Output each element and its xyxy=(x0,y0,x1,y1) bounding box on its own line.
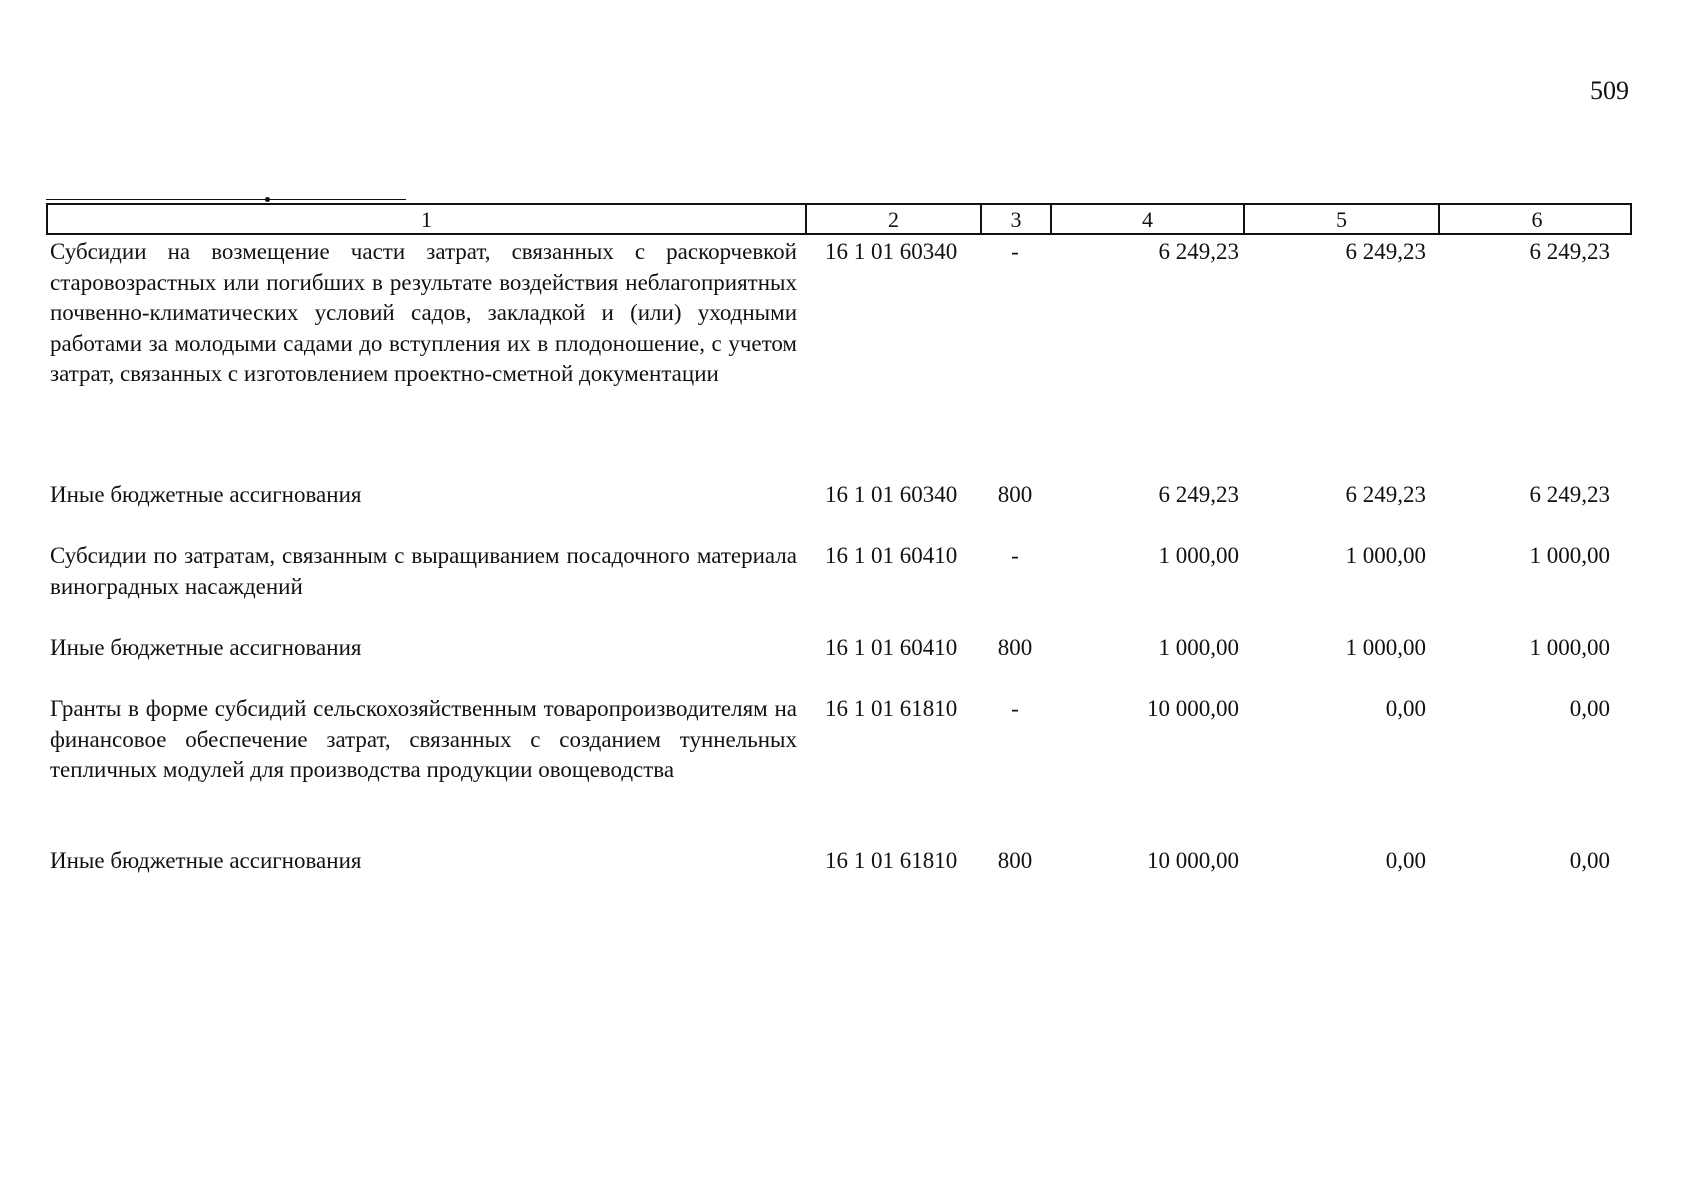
column-header-5: 5 xyxy=(1245,205,1440,235)
row-name: Субсидии на возмещение части затрат, связанных с раскорчевкой старовозрастных или погибших в результате воздействия неблагоприятных почвенно-климатических условий садов, закладкой и (или) уходными работами за молодыми садами до вступления их в плодоношение, с учетом затрат, связанных с изготовлением проектно-сметной документации xyxy=(50,239,797,386)
row-value-col5: 6 249,23 xyxy=(1345,239,1426,264)
row-code: 16 1 01 61810 xyxy=(825,848,958,873)
row-value-col6: 1 000,00 xyxy=(1529,635,1610,660)
row-value-col4: 1 000,00 xyxy=(1158,635,1239,660)
row-value-col6: 0,00 xyxy=(1569,848,1610,873)
table-row xyxy=(46,480,1632,541)
row-value-col5: 0,00 xyxy=(1385,696,1426,721)
page-number: 509 xyxy=(1590,76,1629,105)
row-value-col6: 1 000,00 xyxy=(1529,543,1610,568)
row-type: - xyxy=(1011,239,1019,264)
scan-artifact-line xyxy=(46,199,406,200)
scan-artifact-dot xyxy=(265,197,270,202)
row-name: Иные бюджетные ассигнования xyxy=(50,635,362,660)
row-value-col4: 10 000,00 xyxy=(1147,848,1239,873)
row-value-col4: 1 000,00 xyxy=(1158,543,1239,568)
row-value-col5: 6 249,23 xyxy=(1345,482,1426,507)
table-row xyxy=(46,694,1632,846)
row-name: Гранты в форме субсидий сельскохозяйственным товаропроизводителям на финансовое обеспечение затрат, связанных с созданием туннельных тепличных модулей для производства продукции овощеводства xyxy=(50,696,797,782)
row-code: 16 1 01 61810 xyxy=(825,696,958,721)
row-code: 16 1 01 60340 xyxy=(825,239,958,264)
table-row xyxy=(46,541,1632,633)
row-type: 800 xyxy=(997,482,1033,507)
row-value-col5: 0,00 xyxy=(1385,848,1426,873)
row-value-col6: 6 249,23 xyxy=(1529,239,1610,264)
column-header-1: 1 xyxy=(48,205,807,235)
row-name: Субсидии по затратам, связанным с выращиванием посадочного материала виноградных насаждений xyxy=(50,543,797,599)
table-header-row xyxy=(46,203,1632,235)
row-value-col6: 0,00 xyxy=(1569,696,1610,721)
table-row xyxy=(46,237,1632,480)
column-header-4: 4 xyxy=(1052,205,1245,235)
row-type: 800 xyxy=(997,848,1033,873)
row-code: 16 1 01 60410 xyxy=(825,635,958,660)
table-row xyxy=(46,846,1632,886)
row-type: - xyxy=(1011,696,1019,721)
row-value-col4: 6 249,23 xyxy=(1158,239,1239,264)
row-code: 16 1 01 60410 xyxy=(825,543,958,568)
budget-table xyxy=(46,203,1632,886)
row-name: Иные бюджетные ассигнования xyxy=(50,482,362,507)
row-value-col5: 1 000,00 xyxy=(1345,543,1426,568)
column-header-3: 3 xyxy=(982,205,1052,235)
row-code: 16 1 01 60340 xyxy=(825,482,958,507)
row-type: 800 xyxy=(997,635,1033,660)
table-row xyxy=(46,633,1632,694)
row-name: Иные бюджетные ассигнования xyxy=(50,848,362,873)
row-value-col4: 6 249,23 xyxy=(1158,482,1239,507)
row-value-col5: 1 000,00 xyxy=(1345,635,1426,660)
row-value-col6: 6 249,23 xyxy=(1529,482,1610,507)
row-type: - xyxy=(1011,543,1019,568)
column-header-6: 6 xyxy=(1531,207,1543,232)
row-value-col4: 10 000,00 xyxy=(1147,696,1239,721)
column-header-2: 2 xyxy=(807,205,982,235)
